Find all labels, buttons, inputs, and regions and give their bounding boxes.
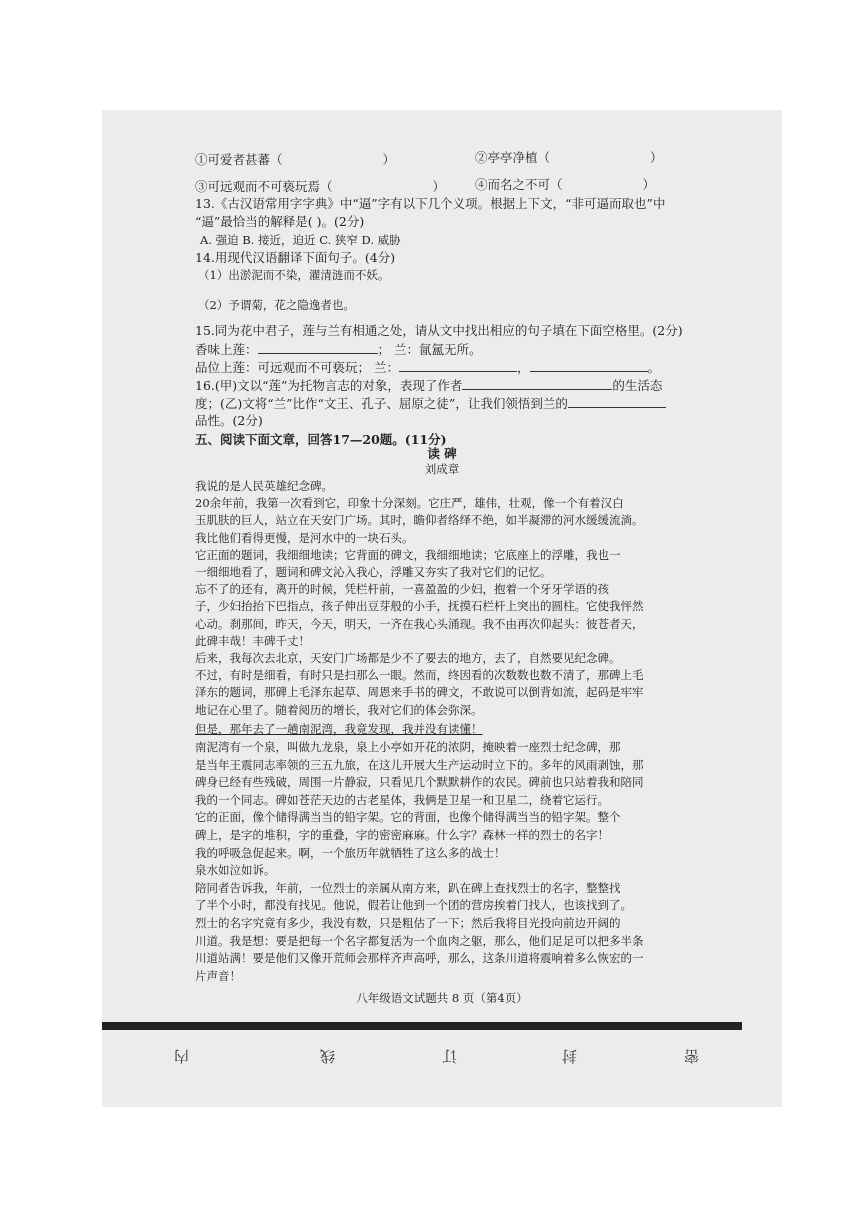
article-p1-line: 泽东的题词，那碑上毛泽东起草、周恩来手书的碑文，不敢说可以倒背如流，起码是牢牢 <box>195 685 644 700</box>
q12-item-d: ④而名之不可（ ） <box>475 177 656 192</box>
q14-sentence-2: （2）予谓菊，花之隐逸者也。 <box>198 298 355 312</box>
q13-options: A. 强迫 B. 接近，迫近 C. 狭窄 D. 威胁 <box>200 233 401 247</box>
q12-item-a: ①可爱者甚蕃（ ） <box>195 152 396 167</box>
article-p1-line: 不过，有时是细看，有时只是扫那么一眼。然而，终因看的次数数也数不清了，那碑上毛 <box>195 668 644 683</box>
q16-line3: 品性。(2分) <box>195 413 263 428</box>
page-footer: 八年级语文试题共 8 页（第4页） <box>356 991 528 1005</box>
binding-line <box>102 1022 742 1030</box>
article-author: 刘成章 <box>424 462 460 476</box>
seal-char-2: 线 <box>320 1047 336 1065</box>
article-p1-line: 心动。刹那间，昨天，今天，明天，一齐在我心头涌现。我不由再次仰起头：彼苍者天， <box>195 616 644 631</box>
article-underlined-sentence: 但是，那年去了一趟南泥湾，我竟发现，我并没有读懂！ <box>195 722 483 736</box>
q12-item-b: ②亭亭净植（ ） <box>475 150 663 165</box>
seal-char-5: 密 <box>684 1047 700 1065</box>
q12-item-c: ③可远观而不可亵玩焉（ ） <box>195 179 446 194</box>
q13-line1: 13.《古汉语常用字字典》中“逼”字有以下几个义项。根据上下文，“非可逼而取也”中 <box>195 196 666 211</box>
article-p1-line: 忘不了的还有，离开的时候，凭栏杆前，一喜盈盈的少妇，抱着一个牙牙学语的孩 <box>195 582 609 597</box>
article-p2-line: 碑上，是字的堆积，字的重叠，字的密密麻麻。什么字？森林一样的烈士的名字！ <box>195 828 609 842</box>
q16-line1: 16.(甲)文以“莲”为托物言志的对象，表现了作者 的生活态 <box>195 378 663 393</box>
article-p2-line: 碑身已经有些残破，周围一片静寂，只看见几个默默耕作的农民。碑前也只站着我和陪同 <box>195 775 644 790</box>
article-p1-line: 我比他们看得更慢，是河水中的一块石头。 <box>195 530 414 545</box>
article-p1-line: 一细细地看了，题词和碑文沁入我心，浮雕又夯实了我对它们的记忆。 <box>195 565 552 579</box>
article-p2-line: 了半个小时，都没有找见。他说，假若让他到一个团的营房挨着门找人，也该找到了。 <box>195 898 632 913</box>
q13-line2: “逼”最恰当的解释是( )。(2分) <box>195 214 365 229</box>
article-p2-line: 片声音！ <box>195 968 241 983</box>
q14-sentence-1: （1）出淤泥而不染，濯清涟而不妖。 <box>198 268 390 282</box>
article-p1-line: 它正面的题词，我细细地读；它背面的碑文，我细细地读；它底座上的浮雕，我也一 <box>195 547 621 562</box>
q14-title: 14.用现代汉语翻译下面句子。(4分) <box>195 250 396 265</box>
q15-row2: 品位上莲：可远观而不可亵玩； 兰： ， 。 <box>195 360 661 375</box>
article-p1-line: 子，少妇抬抬下巴指点，孩子伸出豆芽般的小手，抚摸石栏杆上突出的圆柱。它使我怦然 <box>195 599 644 614</box>
article-p2-line: 川道站满！要是他们又像开荒师会那样齐声高呼，那么，这条川道将震响着多么恢宏的一 <box>195 951 644 966</box>
article-p2-line: 它的正面，像个储得满当当的铅字架。它的背面，也像个储得满当当的铅字架。整个 <box>195 810 621 825</box>
article-p1-line: 玉肌肤的巨人，站立在天安门广场。其时，瞻仰者络绎不绝，如半凝滞的河水缓缓流淌。 <box>195 513 644 528</box>
article-p1-line: 地记在心里了。随着阅历的增长，我对它们的体会弥深。 <box>195 702 483 717</box>
exam-page <box>102 110 782 1107</box>
q16-line2: 度；(乙)文将“兰”比作“文王、孔子、屈原之徒”，让我们领悟到兰的 <box>195 395 666 412</box>
article-p2-line: 南泥湾有一个泉，叫做九龙泉，泉上小亭如开花的浓阴，掩映着一座烈士纪念碑，那 <box>195 740 621 754</box>
article-p1-line: 我说的是人民英雄纪念碑。 <box>195 479 333 493</box>
article-p1-line: 20余年前，我第一次看到它，印象十分深刻。它庄严，雄伟，壮观，像一个有着汉白 <box>195 496 624 511</box>
q15-row1: 香味上莲： ； 兰：氤氲无所。 <box>195 342 482 357</box>
article-p1-line: 此碑丰哉！丰碑千丈！ <box>195 633 310 648</box>
article-title: 读 碑 <box>427 446 457 461</box>
seal-char-1: 内 <box>174 1047 190 1065</box>
article-p2-line: 泉水如泣如诉。 <box>195 863 276 878</box>
seal-char-4: 封 <box>562 1047 578 1065</box>
article-p2-line: 我的呼吸急促起来。啊，一个旅历年就牺牲了这么多的战士！ <box>195 845 506 860</box>
article-p2-line: 是当年王震同志率领的三五九旅，在这儿开展大生产运动时立下的。多年的风雨剥蚀，那 <box>195 757 644 772</box>
seal-char-3: 订 <box>442 1047 458 1065</box>
article-p1-line: 后来，我每次去北京，天安门广场都是少不了要去的地方，去了，自然要见纪念碑。 <box>195 651 621 665</box>
q15-title: 15.同为花中君子，莲与兰有相通之处，请从文中找出相应的句子填在下面空格里。(2分) <box>195 323 683 338</box>
article-p2-line: 烈士的名字究竟有多少，我没有数，只是粗估了一下；然后我将目光投向前边开阔的 <box>195 916 621 930</box>
article-p2-line: 陪同者告诉我，年前，一位烈士的亲属从南方来，趴在碑上查找烈士的名字，整整找 <box>195 880 621 895</box>
article-p2-line: 我的一个同志。碑如苍茫天边的古老星体，我俩是卫星一和卫星二，绕着它运行。 <box>195 792 609 807</box>
section5-heading: 五、阅读下面文章，回答17—20题。(11分) <box>195 432 447 447</box>
article-p2-line: 川道。我是想：要是把每一个名字都复活为一个血肉之躯，那么，他们足足可以把多半条 <box>195 933 644 948</box>
